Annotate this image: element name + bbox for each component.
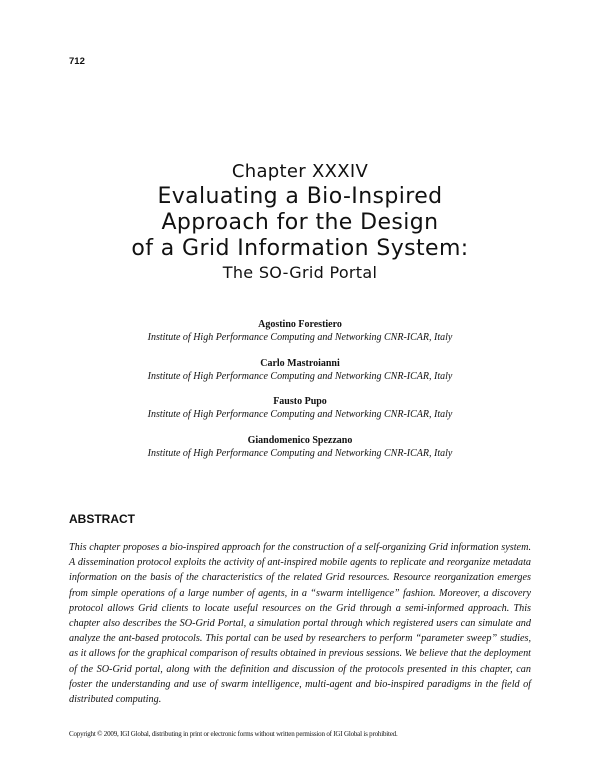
author-entry: [0, 318, 600, 357]
author-entry: [0, 395, 600, 434]
chapter-label: Chapter XXXIV: [231, 161, 369, 182]
abstract-text: This chapter proposes a bio-inspired approach for the construction of a self-organizing Grid information system. A dissemination protocol exploits the activity of ant-inspired mobile agents to replicate and reorganize metadata information on the basis of the characteristics of the related Grid resources. Resource reorganization emerges from simple operations of a large number of agents, in a “swarm intelligence” fashion. Moreover, a discovery protocol allows Grid clients to locate useful resources on the Grid through a semi-informed approach. This chapter also describes the SO-Grid Portal, a simulation portal through which registered users can simulate and analyze the ant-based protocols. This portal can be used by researchers to perform “parameter sweep” studies, as it allows for the graphical comparison of results obtained in previous sessions. We believe that the deployment of the SO-Grid portal, along with the definition and discussion of the protocols presented in this chapter, can foster the understanding and use of swarm intelligence, multi-agent and bio-inspired paradigms in the field of distributed computing.: [69, 542, 531, 706]
chapter-title-line: Evaluating a Bio-Inspired: [157, 184, 443, 209]
chapter-subtitle: The SO-Grid Portal: [222, 263, 378, 282]
chapter-title-line: Approach for the Design: [161, 210, 439, 235]
author-entry: [0, 357, 600, 396]
abstract-heading: ABSTRACT: [69, 512, 135, 526]
author-entry: [0, 434, 600, 473]
copyright-notice: Copyright © 2009, IGI Global, distributing in print or electronic forms without written permission of IGI Global is prohibited.: [69, 730, 398, 738]
author-name: Carlo Mastroianni: [260, 357, 340, 369]
author-affiliation: Institute of High Performance Computing and Networking CNR-ICAR, Italy: [147, 332, 453, 343]
author-affiliation: Institute of High Performance Computing and Networking CNR-ICAR, Italy: [147, 447, 453, 459]
page-number: 712: [69, 56, 85, 67]
chapter-title-line: of a Grid Information System:: [131, 236, 469, 261]
author-list: [0, 318, 600, 472]
author-name: Agostino Forestiero: [258, 319, 342, 330]
author-name: Fausto Pupo: [273, 396, 327, 407]
chapter-heading: [0, 160, 600, 284]
author-name: Giandomenico Spezzano: [247, 434, 353, 446]
author-affiliation: Institute of High Performance Computing and Networking CNR-ICAR, Italy: [147, 370, 453, 382]
author-affiliation: Institute of High Performance Computing and Networking CNR-ICAR, Italy: [147, 409, 453, 420]
